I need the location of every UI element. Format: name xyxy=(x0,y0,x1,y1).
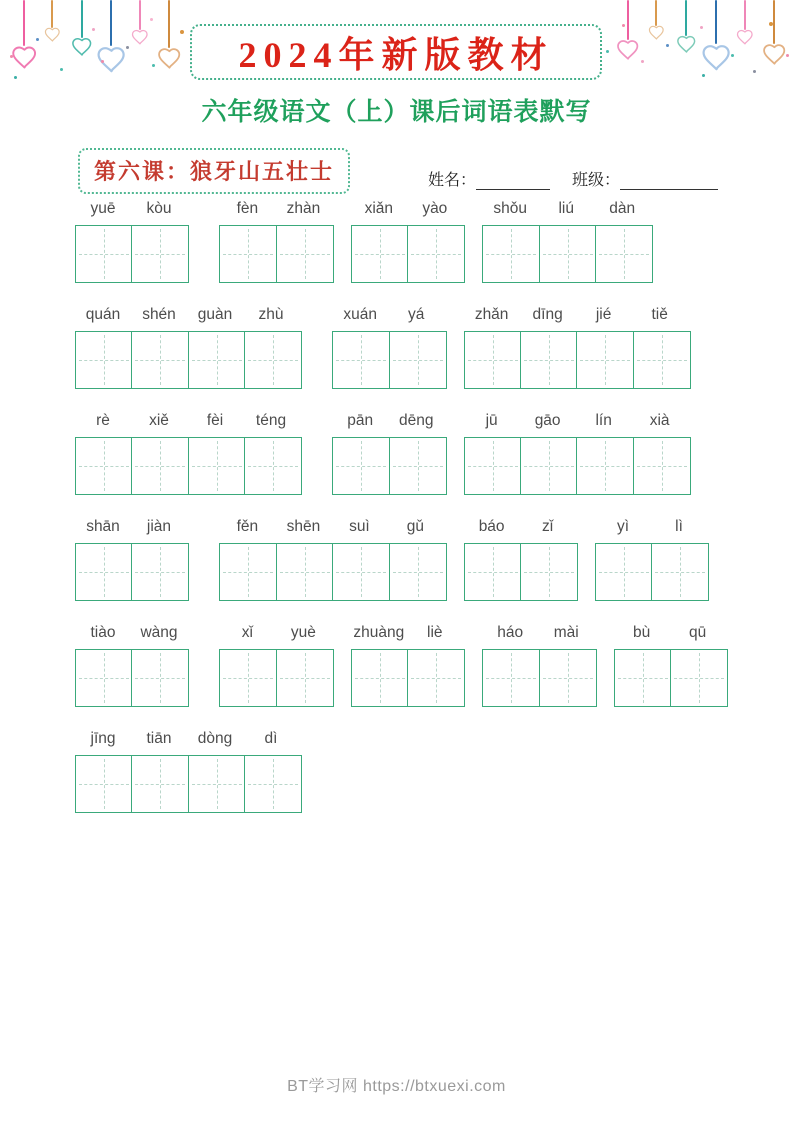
lesson-header-row xyxy=(78,148,718,194)
name-label: 姓名： xyxy=(427,172,476,189)
pinyin-syllable: shēn xyxy=(286,518,321,535)
word-group xyxy=(482,624,596,707)
character-grid xyxy=(482,225,653,283)
heart-icon xyxy=(71,36,93,61)
heart-icon xyxy=(11,44,38,74)
pinyin-syllable: fèn xyxy=(236,200,259,217)
character-grid xyxy=(219,543,446,601)
heart-icon xyxy=(736,28,754,50)
heart-string xyxy=(685,0,687,36)
pinyin-syllable: téng xyxy=(255,412,287,429)
heart-string xyxy=(744,0,746,30)
grid-cell[interactable] xyxy=(614,649,672,707)
pinyin-line xyxy=(332,412,446,437)
grid-cell[interactable] xyxy=(332,543,390,601)
pinyin-line xyxy=(595,518,709,543)
decor-dot xyxy=(622,24,625,27)
pinyin-syllable: mài xyxy=(553,624,579,641)
heart-icon xyxy=(131,28,149,50)
word-group xyxy=(351,624,465,707)
pinyin-syllable: zhù xyxy=(258,306,284,323)
word-group xyxy=(332,412,446,495)
grid-cell[interactable] xyxy=(464,543,522,601)
pinyin-syllable: jīng xyxy=(90,730,116,747)
class-input-line[interactable] xyxy=(620,175,718,190)
name-input-line[interactable] xyxy=(476,175,550,190)
footer-credit: BT学习网 https://btxuexi.com xyxy=(287,1078,506,1095)
grid-cell[interactable] xyxy=(539,649,597,707)
grid-cell[interactable] xyxy=(576,331,634,389)
character-grid xyxy=(464,437,691,495)
pinyin-syllable: liè xyxy=(427,624,443,641)
grid-cell[interactable] xyxy=(576,437,634,495)
grid-cell[interactable] xyxy=(520,437,578,495)
pinyin-syllable: yuē xyxy=(90,200,116,217)
pinyin-syllable: shǒu xyxy=(493,200,528,217)
word-group xyxy=(75,200,189,283)
pinyin-syllable: guàn xyxy=(197,306,233,323)
grid-cell[interactable] xyxy=(188,331,246,389)
grid-cell[interactable] xyxy=(389,437,447,495)
character-grid xyxy=(75,755,302,813)
heart-icon xyxy=(157,46,182,74)
grid-cell[interactable] xyxy=(464,437,522,495)
pinyin-line xyxy=(75,306,302,331)
decor-dot xyxy=(606,50,609,53)
grid-cell[interactable] xyxy=(595,225,653,283)
grid-cell[interactable] xyxy=(482,649,540,707)
grid-cell[interactable] xyxy=(244,437,302,495)
character-grid xyxy=(75,649,189,707)
word-group xyxy=(614,624,728,707)
pinyin-syllable: xiě xyxy=(149,412,169,429)
page-subtitle: 六年级语文（上）课后词语表默写 xyxy=(201,98,592,126)
pinyin-syllable: shān xyxy=(86,518,120,535)
decor-dot xyxy=(666,44,669,47)
pinyin-line xyxy=(219,624,333,649)
pinyin-syllable: tiě xyxy=(651,306,668,323)
pinyin-syllable: zhǎn xyxy=(474,306,509,323)
grid-cell[interactable] xyxy=(75,437,133,495)
grid-cell[interactable] xyxy=(482,225,540,283)
heart-icon xyxy=(96,44,127,78)
pinyin-syllable: rè xyxy=(96,412,110,429)
word-group xyxy=(75,730,302,813)
pinyin-syllable: pān xyxy=(347,412,374,429)
decor-dot xyxy=(180,30,184,34)
decor-dot xyxy=(700,26,703,29)
pinyin-syllable: liú xyxy=(558,200,574,217)
decor-dot xyxy=(101,60,104,63)
word-group xyxy=(464,306,691,389)
pinyin-syllable: yì xyxy=(617,518,630,535)
pinyin-syllable: zǐ xyxy=(542,518,554,535)
grid-cell[interactable] xyxy=(75,331,133,389)
decor-dot xyxy=(702,74,705,77)
character-grid xyxy=(464,543,578,601)
grid-cell[interactable] xyxy=(276,225,334,283)
pinyin-syllable: zhàn xyxy=(286,200,321,217)
pinyin-syllable: lín xyxy=(595,412,612,429)
decor-dot xyxy=(786,54,789,57)
grid-cell[interactable] xyxy=(520,543,578,601)
grid-cell[interactable] xyxy=(131,437,189,495)
name-class-fields xyxy=(428,167,718,194)
word-grid-area xyxy=(75,200,775,836)
grid-cell[interactable] xyxy=(188,755,246,813)
word-group xyxy=(75,412,302,495)
grid-cell[interactable] xyxy=(276,649,334,707)
class-label: 班级： xyxy=(571,172,620,189)
word-row xyxy=(75,624,775,707)
grid-cell[interactable] xyxy=(75,755,133,813)
pinyin-syllable: lì xyxy=(675,518,683,535)
grid-cell[interactable] xyxy=(131,331,189,389)
word-group xyxy=(75,518,189,601)
pinyin-syllable: dì xyxy=(264,730,278,747)
grid-cell[interactable] xyxy=(633,437,691,495)
word-group xyxy=(219,518,446,601)
pinyin-syllable: dàn xyxy=(609,200,636,217)
pinyin-line xyxy=(482,624,596,649)
grid-cell[interactable] xyxy=(131,755,189,813)
grid-cell[interactable] xyxy=(188,437,246,495)
word-row xyxy=(75,730,775,813)
lesson-title: 第六课：狼牙山五壮士 xyxy=(94,159,335,184)
pinyin-syllable: suì xyxy=(349,518,370,535)
pinyin-line xyxy=(351,200,465,225)
pinyin-syllable: zhuàng xyxy=(353,624,405,641)
lesson-title-box xyxy=(78,148,350,194)
pinyin-syllable: wàng xyxy=(140,624,178,641)
grid-cell[interactable] xyxy=(351,649,409,707)
pinyin-line xyxy=(332,306,446,331)
grid-cell[interactable] xyxy=(276,543,334,601)
character-grid xyxy=(482,649,596,707)
word-group xyxy=(75,306,302,389)
pinyin-syllable: yuè xyxy=(290,624,316,641)
character-grid xyxy=(75,225,189,283)
pinyin-syllable: jiàn xyxy=(146,518,172,535)
grid-cell[interactable] xyxy=(244,755,302,813)
pinyin-syllable: tiào xyxy=(90,624,116,641)
decor-dot xyxy=(769,22,773,26)
word-group xyxy=(351,200,465,283)
pinyin-line xyxy=(75,730,302,755)
decor-dot xyxy=(152,64,155,67)
grid-cell[interactable] xyxy=(539,225,597,283)
pinyin-syllable: xiǎn xyxy=(364,200,394,217)
decor-dot xyxy=(731,54,734,57)
decor-dot xyxy=(36,38,39,41)
pinyin-syllable: xǐ xyxy=(241,624,253,641)
pinyin-line xyxy=(219,518,446,543)
pinyin-line xyxy=(75,624,189,649)
decor-dot xyxy=(60,68,63,71)
pinyin-syllable: yá xyxy=(408,306,425,323)
pinyin-line xyxy=(75,412,302,437)
grid-cell[interactable] xyxy=(389,543,447,601)
grid-cell[interactable] xyxy=(407,649,465,707)
heart-string xyxy=(110,0,112,46)
pinyin-syllable: fěn xyxy=(236,518,259,535)
heart-icon xyxy=(44,26,61,47)
pinyin-syllable: gāo xyxy=(534,412,561,429)
character-grid xyxy=(351,649,465,707)
character-grid xyxy=(332,437,446,495)
pinyin-line xyxy=(464,412,691,437)
grid-cell[interactable] xyxy=(131,543,189,601)
decor-dot xyxy=(10,55,13,58)
grid-cell[interactable] xyxy=(219,649,277,707)
grid-cell[interactable] xyxy=(219,225,277,283)
character-grid xyxy=(75,331,302,389)
decor-dot xyxy=(92,28,95,31)
heart-string xyxy=(655,0,657,26)
word-group xyxy=(332,306,446,389)
grid-cell[interactable] xyxy=(595,543,653,601)
grid-cell[interactable] xyxy=(131,225,189,283)
grid-cell[interactable] xyxy=(131,649,189,707)
pinyin-syllable: gǔ xyxy=(406,518,425,535)
pinyin-syllable: háo xyxy=(497,624,524,641)
word-group xyxy=(75,624,189,707)
pinyin-line xyxy=(75,518,189,543)
word-group xyxy=(464,518,578,601)
pinyin-line xyxy=(219,200,333,225)
word-group xyxy=(482,200,653,283)
heart-string xyxy=(23,0,25,46)
pinyin-syllable: báo xyxy=(478,518,505,535)
decor-dot xyxy=(14,76,17,79)
heart-string xyxy=(715,0,717,44)
pinyin-syllable: dīng xyxy=(532,306,563,323)
character-grid xyxy=(75,543,189,601)
heart-icon xyxy=(676,34,697,58)
heart-string xyxy=(139,0,141,30)
heart-string xyxy=(81,0,83,38)
grid-cell[interactable] xyxy=(219,543,277,601)
pinyin-line xyxy=(482,200,653,225)
grid-cell[interactable] xyxy=(332,331,390,389)
pinyin-syllable: jū xyxy=(485,412,498,429)
decor-dot xyxy=(126,46,129,49)
pinyin-syllable: yào xyxy=(422,200,448,217)
grid-cell[interactable] xyxy=(332,437,390,495)
decor-dot xyxy=(641,60,644,63)
character-grid xyxy=(332,331,446,389)
pinyin-line xyxy=(464,518,578,543)
word-group xyxy=(595,518,709,601)
pinyin-line xyxy=(464,306,691,331)
pinyin-syllable: fèi xyxy=(206,412,224,429)
heart-icon xyxy=(648,24,665,45)
decor-dot xyxy=(753,70,756,73)
grid-cell[interactable] xyxy=(389,331,447,389)
word-row xyxy=(75,306,775,389)
pinyin-syllable: tiān xyxy=(146,730,172,747)
word-row xyxy=(75,518,775,601)
heart-icon xyxy=(616,38,640,65)
pinyin-syllable: xuán xyxy=(343,306,378,323)
pinyin-syllable: dòng xyxy=(197,730,233,747)
pinyin-syllable: shén xyxy=(142,306,176,323)
heart-icon xyxy=(762,42,787,70)
decor-dot xyxy=(150,18,153,21)
grid-cell[interactable] xyxy=(633,331,691,389)
pinyin-syllable: jié xyxy=(595,306,612,323)
pinyin-syllable: kòu xyxy=(146,200,172,217)
word-group xyxy=(219,624,333,707)
grid-cell[interactable] xyxy=(670,649,728,707)
heart-string xyxy=(51,0,53,28)
grid-cell[interactable] xyxy=(520,331,578,389)
character-grid xyxy=(219,649,333,707)
character-grid xyxy=(595,543,709,601)
page-title: 2024年新版教材 xyxy=(238,34,554,75)
pinyin-line xyxy=(351,624,465,649)
character-grid xyxy=(75,437,302,495)
pinyin-syllable: qū xyxy=(689,624,707,641)
pinyin-syllable: dēng xyxy=(398,412,434,429)
word-group xyxy=(464,412,691,495)
title-banner xyxy=(190,24,602,80)
character-grid xyxy=(464,331,691,389)
character-grid xyxy=(219,225,333,283)
word-row xyxy=(75,412,775,495)
grid-cell[interactable] xyxy=(75,543,133,601)
grid-cell[interactable] xyxy=(75,225,133,283)
pinyin-syllable: bù xyxy=(633,624,651,641)
character-grid xyxy=(614,649,728,707)
heart-string xyxy=(773,0,775,44)
grid-cell[interactable] xyxy=(464,331,522,389)
pinyin-syllable: xià xyxy=(649,412,670,429)
grid-cell[interactable] xyxy=(407,225,465,283)
grid-cell[interactable] xyxy=(351,225,409,283)
pinyin-syllable: quán xyxy=(85,306,121,323)
heart-string xyxy=(168,0,170,48)
word-group xyxy=(219,200,333,283)
character-grid xyxy=(351,225,465,283)
word-row xyxy=(75,200,775,283)
grid-cell[interactable] xyxy=(651,543,709,601)
grid-cell[interactable] xyxy=(75,649,133,707)
heart-string xyxy=(627,0,629,40)
grid-cell[interactable] xyxy=(244,331,302,389)
pinyin-line xyxy=(75,200,189,225)
pinyin-line xyxy=(614,624,728,649)
heart-icon xyxy=(701,42,732,76)
